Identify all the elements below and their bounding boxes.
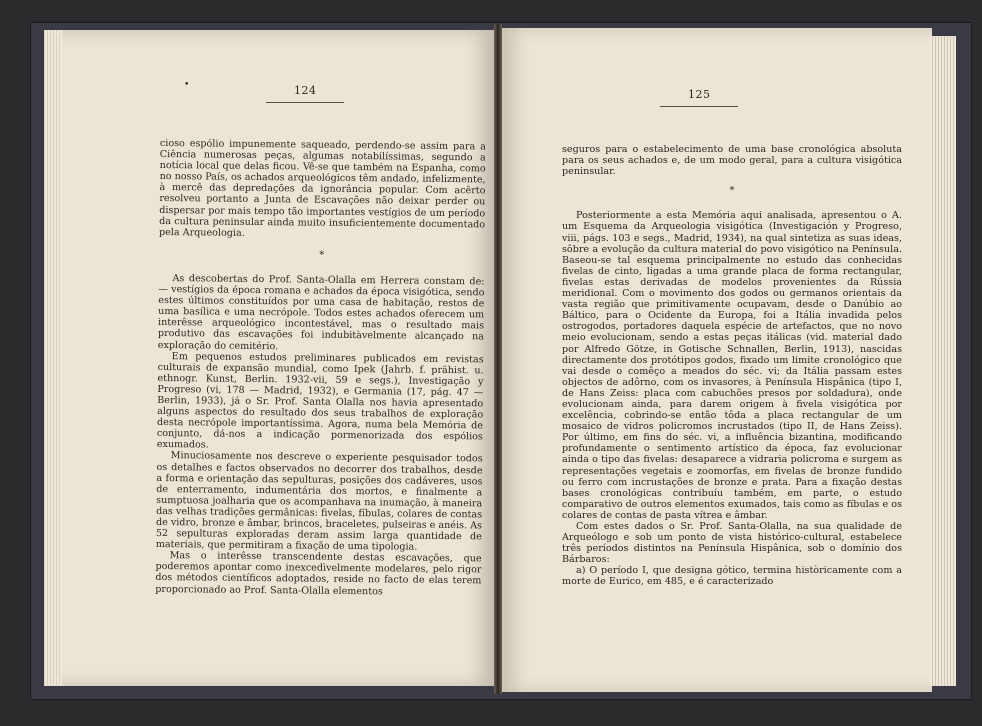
paragraph: As descobertas do Prof. Santa-Olalla em Herrera constam de: — vestígios da época romana e achados da época visigótica, sendo estes últimos constituídos por uma casa de habitação, restos de uma basílica e uma necrópole. Todos estes achados oferecem um interêsse arqueológico incontestável, mas o resultado mais produtivo das escavações foi indubitàvelmente alcançado na exploração do cemitério.	[157, 273, 485, 352]
paragraph: Mas o interêsse transcendente destas escavações, que poderemos apontar como inexcedìvelmente modelares, pelo rigor dos métodos científicos adoptados, reside no facto de elas terem proporcionado ao Prof. Santa-Olalla elementos	[155, 550, 482, 597]
left-text-column	[155, 138, 486, 598]
left-page-edges	[44, 30, 62, 686]
paragraph: Com estes dados o Sr. Prof. Santa-Olalla, na sua qualidade de Arqueólogo e sob um ponto de vista histórico-cultural, estabelece três períodos distintos na Península Hispânica, sob o domínio dos Bárbaros:	[562, 521, 902, 566]
right-page-edges	[930, 36, 956, 686]
page-mark: •	[184, 80, 190, 90]
page-number-right: 125	[688, 88, 711, 101]
left-page	[44, 30, 496, 686]
section-separator: *	[319, 249, 325, 261]
paragraph: a) O período I, que designa gótico, termina històricamente com a morte de Eurico, em 485, e é caracterizado	[562, 565, 902, 588]
paragraph: seguros para o estabelecimento de uma base cronológica absoluta para os seus achados e, de um modo geral, para a cultura visigótica peninsular.	[562, 144, 902, 178]
page-number-rule	[660, 106, 738, 107]
right-text-column	[562, 144, 902, 588]
right-page	[500, 28, 932, 692]
page-number-rule	[266, 102, 344, 103]
page-number-left: 124	[294, 84, 317, 97]
book-gutter	[494, 24, 502, 694]
paragraph: Minuciosamente nos descreve o experiente pesquisador todos os detalhes e factos observados no decorrer dos trabalhos, desde a forma e orientação das sepulturas, posições dos cadáveres, usos de enterramento, indumentária dos mortos, e finalmente a sumptuosa joalharia que os acompanhava na inumação, à maneira das velhas tradições germânicas: fivelas, fíbulas, colares de contas de vidro, bronze e âmbar, brincos, braceletes, pulseiras e anéis. As 52 sepulturas exploradas deram assim larga quantidade de materiais, que permitiram a fixação de uma tipologia.	[155, 450, 483, 553]
paragraph: Em pequenos estudos preliminares publicados em revistas culturais de expansão mundial, como Ipek (Jahrb. f. prähist. u. ethnogr. Kunst, Berlin. 1932-vii, 59 e segs.), Investigação y Progreso (vi, 178 — Madrid, 1932), e Germania (17, pág. 47 — Berlin, 1933), já o Sr. Prof. Santa Olalla nos havia apresentado alguns aspectos do resultado dos seus trabalhos de exploração desta necrópole importantíssima. Agora, numa bela Memória de conjunto, dá-nos a indicação pormenorizada dos espólios exumados.	[156, 350, 484, 451]
paragraph: Posteriormente a esta Memória aqui analisada, apresentou o A. um Esquema da Arqueologia visigótica (Investigación y Progreso, viii, págs. 103 e segs., Madrid, 1934), na qual sintetiza as suas ideas, sôbre a evolução da cultura material do povo visigótico na Península. Baseou-se tal esquema principalmente no estudo das conhecidas fivelas de cinto, ligadas a uma grande placa de forma rectangular, fivelas estas derivadas de modelos provenientes da Rússia meridional. Com o movimento dos godos ou germanos orientais da vasta região que primitivamente ocupavam, desde o Danúbio ao Báltico, para o Ocidente da Europa, foi a Itália invadida pelos ostrogodos, portadores daquela espécie de artefactos, que no novo meio evolucionam, sendo a estas peças itálicas (vid. material dado por Alfredo Götze, in Gotische Schnallen, Berlin, 1913), nascidas directamente dos protótipos godos, fixado um limite cronológico que vai desde o comêço a meados do séc. vi; da Itália passam estes objectos de adôrno, com os invasores, à Península Hispânica (tipo I, de Hans Zeiss: placa com cabuchões presos por soldadura), onde evolucionam ainda, para darem origem à fivela visigótica por excelência, cobrindo-se então tôda a placa rectangular de um mosaico de vidros policromos incrustados (tipo II, de Hans Zeiss). Por último, em fins do séc. vi, a influência bizantina, modificando profundamente o sentimento artístico da época, faz evolucionar ainda o tipo das fivelas: desaparece a vidraria policroma e surgem as representações vegetais e zoomorfas, em fivelas de bronze fundido ou ferro com incrustações de bronze e prata. Para a fixação destas bases cronológicas contribuíu também, em parte, o estudo comparativo de outros elementos exumados, tais como as fíbulas e os colares de contas de pasta vítrea e âmbar.	[562, 210, 902, 521]
section-separator: *	[729, 185, 735, 197]
paragraph: cioso espólio impunemente saqueado, perdendo-se assim para a Ciência numerosas peças, algumas notabilíssimas, segundo a notícia local que delas ficou. Vê-se que também na Espanha, como no nosso País, os achados arqueológicos têm andado, infelizmente, à mercê das depredações da ignorância popular. Com acêrto resolveu portanto a Junta de Escavações não deixar perder ou dispersar por mais tempo tão importantes vestígios de um período da cultura peninsular ainda muito insuficientemente documentado pela Arqueologia.	[158, 138, 486, 239]
